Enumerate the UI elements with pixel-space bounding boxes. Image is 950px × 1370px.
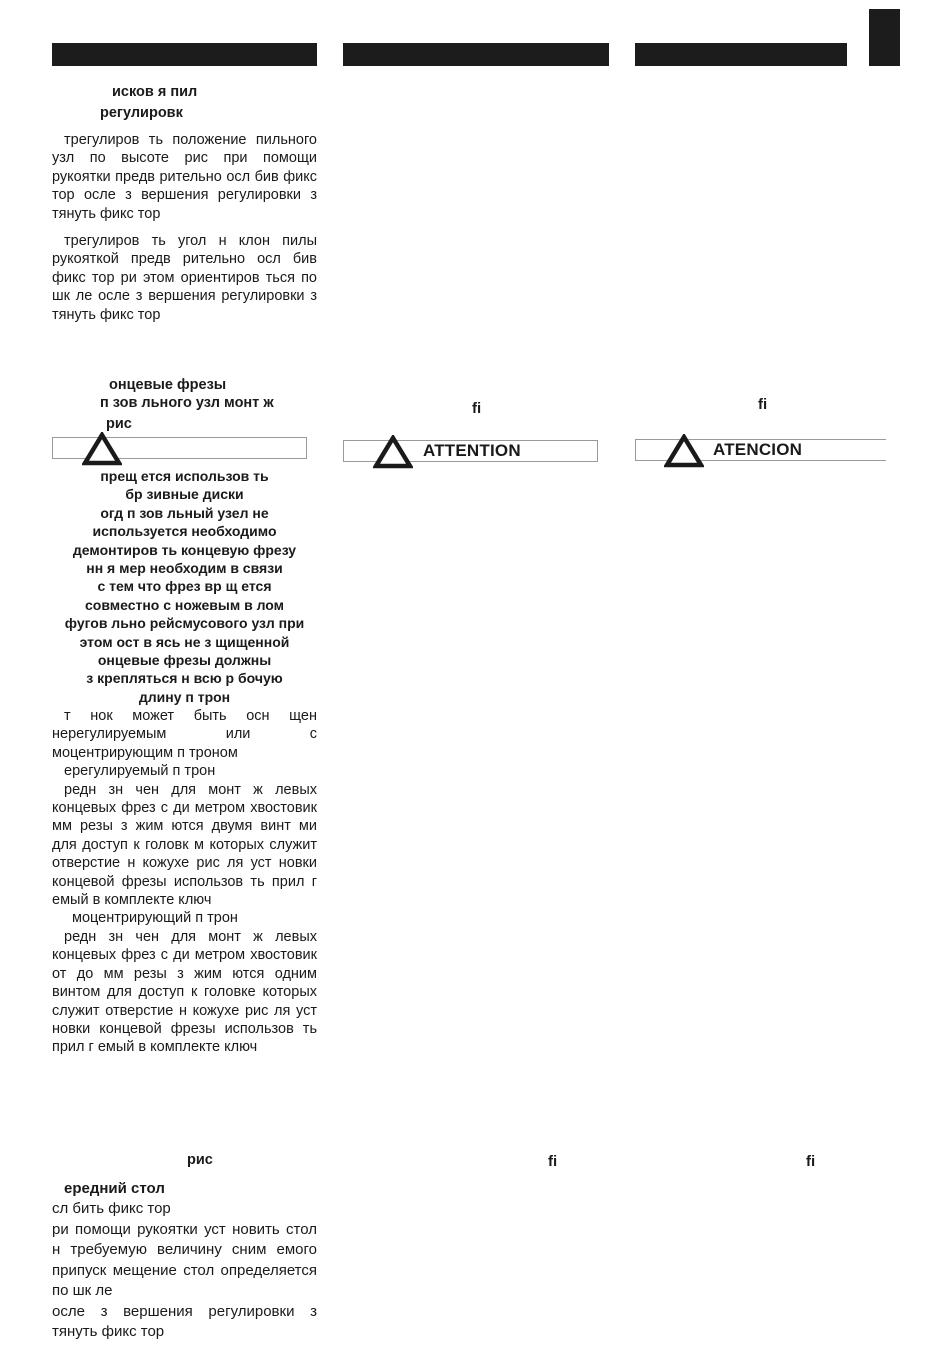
section1-title-line1: исков я пил [112,84,198,100]
warning-triangle-icon [82,432,122,466]
col3-warning-label: ATENCION [713,440,803,459]
section2-title-line2: п зов льного узл монт ж [100,395,274,411]
col2-warning-label: ATTENTION [423,441,521,460]
warning-line: фугов льно рейсмусового узл при [64,615,305,632]
section2-para: редн зн чен для монт ж левых концевых фрез с ди метром хвостовик мм резы з жим ются двумя винт ми для доступ к головк м которых служит отверстие н кожухе рис ля уст новки концевой фрезы использов ть прил г емый в комплекте ключ [52,781,317,909]
header-bar-col3 [635,43,847,66]
section1-title-line2: регулировк [100,105,183,121]
warning-line: нн я мер необходим в связи [86,560,283,577]
col3-fi-bottom: fi [806,1153,816,1170]
warning-line: этом ост в ясь не з щищенной [79,633,290,650]
warning-line: используется необходимо [92,523,277,540]
section1-para2: трегулиров ть угол н клон пилы рукояткой предв рительно осл бив фикс тор ри этом ориентиров ться по шк ле осле з вершения регулировки з тянуть фикс тор [52,233,317,323]
warning-text-col1 [52,467,317,706]
col2-fi-bottom: fi [548,1153,558,1170]
section1-para1: трегулиров ть положение пильного узл по высоте рис при помощи рукоятки предв рительно осл бив фикс тор осле з вершения регулировки з тянуть фикс тор [52,132,317,222]
section2-title-line1: онцевые фрезы [109,377,227,393]
section2-title-line3: рис [106,416,132,432]
section2-body [52,707,317,1057]
section3-para: сл бить фикс тор [52,1200,171,1217]
warning-triangle-icon [664,434,704,468]
warning-line: совместно с ножевым в лом [84,596,285,613]
section2-para: ерегулируемый п трон [64,763,216,780]
warning-line: прещ ется использов ть [100,468,269,484]
page-tab-marker [869,9,900,66]
warning-triangle-icon [373,435,413,469]
section1-body [52,131,317,324]
warning-line: онцевые фрезы должны [97,652,272,669]
section2-para: моцентрирующий п трон [72,910,238,927]
warning-line: демонтиров ть концевую фрезу [72,541,297,558]
section3-para: осле з вершения регулировки з тянуть фикс тор [52,1302,317,1340]
section3-para: ри помощи рукоятки уст новить стол н требуемую величину сним емого припуск мещение стол определяется по шк ле [52,1220,317,1299]
section3-subtitle: ередний стол [64,1180,165,1197]
header-bar-col1 [52,43,317,66]
col3-fi-top: fi [758,396,768,413]
section3-figure-label: рис [187,1152,213,1168]
section2-para: т нок может быть осн щен нерегулируемым или с моцентрирующим п троном [52,708,317,761]
warning-line: бр зивные диски [125,486,244,503]
col2-fi-top: fi [472,400,482,417]
warning-line: з крепляться н всю р бочую [86,670,283,687]
warning-line: огд п зов льный узел не [100,504,269,521]
header-bar-col2 [343,43,609,66]
warning-line: длину п трон [138,688,231,705]
warning-line: с тем что фрез вр щ ется [97,578,272,595]
section3-body [52,1199,317,1343]
section2-para: редн зн чен для монт ж левых концевых фрез с ди метром хвостовик от до мм резы з жим ются одним винтом для доступ к головке которых служит отверстие н кожухе рис ля уст новки концевой фрезы использов ть прил г емый в комплекте ключ [52,928,317,1056]
